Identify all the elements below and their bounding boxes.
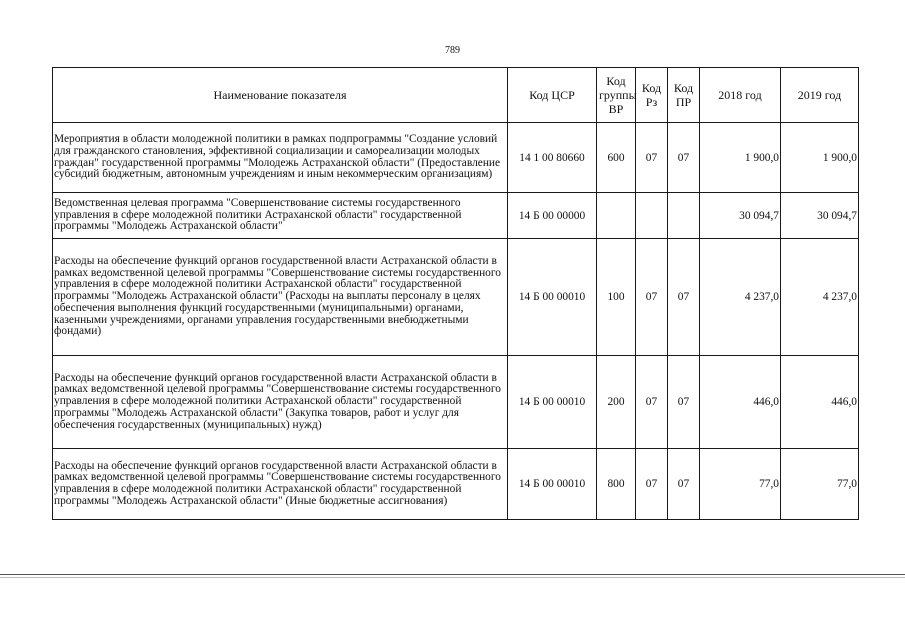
header-csr: Код ЦСР <box>508 68 597 123</box>
row-csr: 14 Б 00 00010 <box>508 449 597 520</box>
row-2018: 30 094,7 <box>700 193 781 239</box>
page-edge-divider <box>0 574 905 575</box>
row-csr: 14 Б 00 00010 <box>508 239 597 356</box>
row-2019: 77,0 <box>781 449 859 520</box>
row-pr <box>668 193 700 239</box>
row-pr: 07 <box>668 356 700 449</box>
row-vr: 600 <box>597 123 636 193</box>
row-rz: 07 <box>636 356 668 449</box>
row-name: Расходы на обеспечение функций органов государственной власти Астраханской области в рамках ведомственной целевой программы "Совершенствование системы государственного управления в сфере молодежной политики Астраханской области" государственной программы "Молодежь Астраханской области" (Иные бюджетные ассигнования) <box>53 449 508 520</box>
header-2018: 2018 год <box>700 68 781 123</box>
row-vr <box>597 193 636 239</box>
table-row <box>53 123 859 193</box>
table-header-row <box>53 68 859 123</box>
row-rz: 07 <box>636 239 668 356</box>
budget-table <box>52 67 859 520</box>
row-2019: 446,0 <box>781 356 859 449</box>
row-vr: 800 <box>597 449 636 520</box>
row-csr: 14 Б 00 00000 <box>508 193 597 239</box>
row-name: Расходы на обеспечение функций органов государственной власти Астраханской области в рамках ведомственной целевой программы "Совершенствование системы государственного управления в сфере молодежной политики Астраханской области" государственной программы "Молодежь Астраханской области" (Расходы на выплаты персоналу в целях обеспечения выполнения функций государственными (муниципальными) органами, казенными учреждениями, органами управления государственными внебюджетными фондами) <box>53 239 508 356</box>
row-vr: 200 <box>597 356 636 449</box>
row-2019: 4 237,0 <box>781 239 859 356</box>
header-name: Наименование показателя <box>53 68 508 123</box>
row-2019: 1 900,0 <box>781 123 859 193</box>
table-row <box>53 356 859 449</box>
header-vr: Код группы ВР <box>597 68 636 123</box>
table-row <box>53 449 859 520</box>
header-rz: Код Рз <box>636 68 668 123</box>
row-name: Ведомственная целевая программа "Совершенствование системы государственного управления в сфере молодежной политики Астраханской области" государственной программы "Молодежь Астраханской области" <box>53 193 508 239</box>
row-rz <box>636 193 668 239</box>
row-2018: 1 900,0 <box>700 123 781 193</box>
table-row <box>53 239 859 356</box>
row-rz: 07 <box>636 123 668 193</box>
table-row <box>53 193 859 239</box>
row-pr: 07 <box>668 449 700 520</box>
row-csr: 14 1 00 80660 <box>508 123 597 193</box>
row-csr: 14 Б 00 00010 <box>508 356 597 449</box>
row-rz: 07 <box>636 449 668 520</box>
row-2018: 77,0 <box>700 449 781 520</box>
row-2019: 30 094,7 <box>781 193 859 239</box>
header-2019: 2019 год <box>781 68 859 123</box>
row-pr: 07 <box>668 239 700 356</box>
row-2018: 4 237,0 <box>700 239 781 356</box>
row-pr: 07 <box>668 123 700 193</box>
page-edge-shadow <box>0 577 905 578</box>
row-name: Расходы на обеспечение функций органов государственной власти Астраханской области в рамках ведомственной целевой программы "Совершенствование системы государственного управления в сфере молодежной политики Астраханской области" государственной программы "Молодежь Астраханской области" (Закупка товаров, работ и услуг для обеспечения государственных (муниципальных) нужд) <box>53 356 508 449</box>
header-pr: Код ПР <box>668 68 700 123</box>
page-number: 789 <box>445 45 460 56</box>
row-2018: 446,0 <box>700 356 781 449</box>
row-vr: 100 <box>597 239 636 356</box>
row-name: Мероприятия в области молодежной политики в рамках подпрограммы "Создание условий для гражданского становления, эффективной социализации и самореализации молодых граждан" государственной программы "Молодежь Астраханской области" (Предоставление субсидий бюджетным, автономным учреждениям и иным некоммерческим организациям) <box>53 123 508 193</box>
